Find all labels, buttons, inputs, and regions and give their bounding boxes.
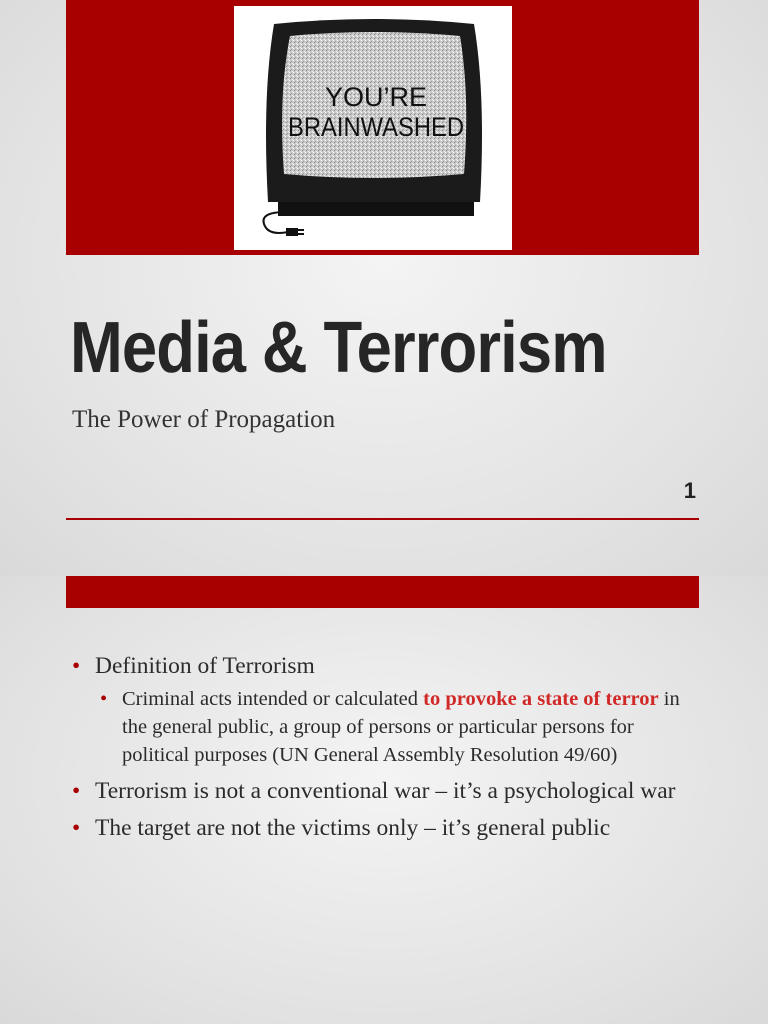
red-header-band	[66, 576, 699, 608]
bullet-icon: •	[72, 815, 81, 841]
bullet-text: Terrorism is not a conventional war – it’s a psychological war	[95, 778, 676, 804]
bullet-icon: •	[72, 778, 81, 804]
bullet-highlight: to provoke a state of terror	[423, 688, 659, 710]
screen-text-line2: BRAINWASHED	[288, 112, 464, 142]
tv-stand	[278, 202, 474, 216]
bullet-text-post: in the general public, a group of persons or particular persons for political purposes (UN General Assembly Resolution 49/60)	[122, 688, 680, 766]
slide-number: 1	[683, 478, 696, 503]
content-slide	[0, 576, 768, 1024]
screen-text-line1: YOU’RE	[324, 82, 428, 112]
bullet-icon: •	[72, 653, 81, 679]
plug-icon	[286, 228, 298, 236]
bullet-text-pre: Criminal acts intended or calculated	[122, 688, 424, 710]
slide-title: Media & Terrorism	[70, 308, 607, 388]
bullet-item	[0, 652, 768, 681]
sub-bullet-item	[0, 685, 768, 769]
slide-subtitle: The Power of Propagation	[72, 406, 336, 433]
bullet-text: Definition of Terrorism	[95, 653, 315, 679]
divider-line	[66, 518, 699, 520]
tv-image	[234, 6, 512, 250]
bullet-list	[0, 652, 768, 843]
bullet-item	[0, 814, 768, 843]
bullet-icon: •	[100, 688, 108, 710]
bullet-text: The target are not the victims only – it’s general public	[95, 815, 611, 841]
bullet-item	[0, 777, 768, 806]
